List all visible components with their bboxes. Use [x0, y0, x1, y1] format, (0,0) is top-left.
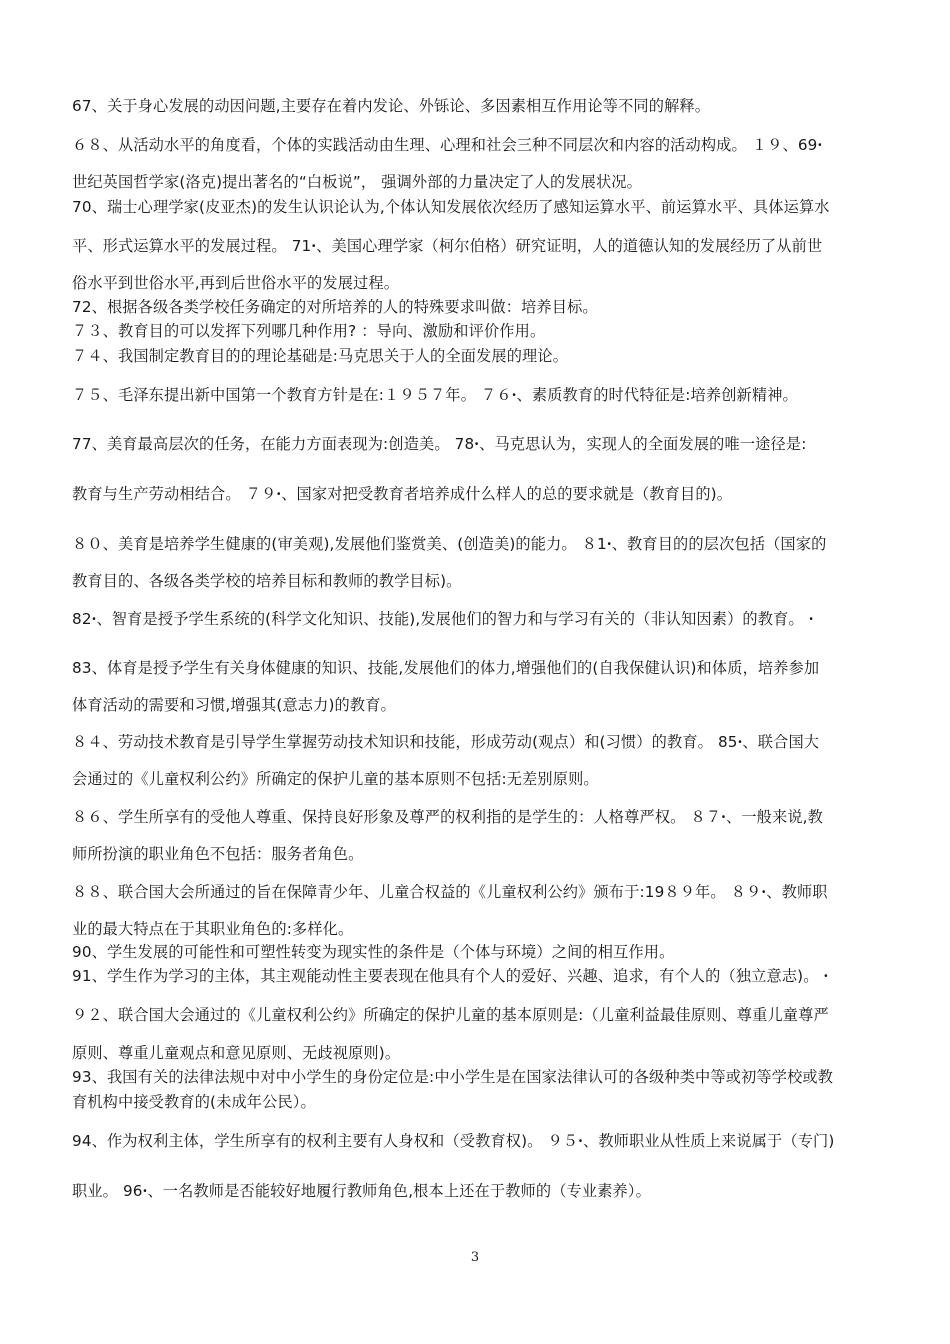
text-line: 93、我国有关的法律法规中对中小学生的身份定位是:中小学生是在国家法律认可的各级种类中等或初等学校或教: [72, 1068, 834, 1086]
text-line: ６８、从活动水平的角度看，个体的实践活动由生理、心理和社会三种不同层次和内容的活动构成。 １９、69ꞏ: [72, 136, 823, 154]
page-number: 3: [470, 1250, 480, 1265]
text-line: 业的最大特点在于其职业角色的:多样化。: [72, 920, 354, 938]
text-line: 教育目的、各级各类学校的培养目标和教师的教学目标)。: [72, 572, 462, 590]
text-line: 67、关于身心发展的动因问题,主要存在着内发论、外铄论、多因素相互作用论等不同的解释。: [72, 97, 711, 115]
text-line: 72、根据各级各类学校任务确定的对所培养的人的特殊要求叫做：培养目标。: [72, 298, 598, 316]
text-line: 91、学生作为学习的主体，其主观能动性主要表现在他具有个人的爱好、兴趣、追求，有个人的（独立意志)。 ꞏ: [72, 967, 829, 985]
text-line: 世纪英国哲学家(洛克)提出著名的“白板说”， 强调外部的力量决定了人的发展状况。: [72, 173, 642, 191]
text-line: ９２、联合国大会通过的《儿童权利公约》所确定的保护儿童的基本原则是:（儿童利益最佳原则、尊重儿童尊严: [72, 1006, 829, 1024]
text-line: 职业。 96ꞏ、一名教师是否能较好地履行教师角色,根本上还在于教师的（专业素养）。: [72, 1182, 651, 1200]
text-line: 俗水平到世俗水平,再到后世俗水平的发展过程。: [72, 274, 400, 292]
text-line: ８６、学生所享有的受他人尊重、保持良好形象及尊严的权利指的是学生的：人格尊严权。 ８７ꞏ、一般来说,教: [72, 808, 823, 826]
text-line: 77、美育最高层次的任务，在能力方面表现为:创造美。 78ꞏ、马克思认为，实现人的全面发展的唯一途径是:: [72, 435, 807, 453]
text-line: 94、作为权利主体，学生所享有的权利主要有人身权和（受教育权)。 ９５ꞏ、教师职业从性质上来说属于（专门): [72, 1132, 835, 1150]
text-line: 教育与生产劳动相结合。 ７９ꞏ、国家对把受教育者培养成什么样人的总的要求就是（教育目的)。: [72, 485, 733, 503]
text-line: 会通过的《儿童权利公约》所确定的保护儿童的基本原则不包括:无差别原则。: [72, 770, 599, 788]
text-line: 体育活动的需要和习惯,增强其(意志力)的教育。: [72, 696, 396, 714]
text-line: 70、瑞士心理学家(皮亚杰)的发生认识论认为,个体认知发展依次经历了感知运算水平、前运算水平、具体运算水: [72, 198, 830, 216]
text-line: ８０、美育是培养学生健康的(审美观),发展他们鉴赏美、(创造美)的能力。 ８1ꞏ、教育目的的层次包括（国家的: [72, 535, 827, 553]
text-line: ７５、毛泽东提出新中国第一个教育方针是在:１９５７年。 ７６ꞏ、素质教育的时代特征是:培养创新精神。: [72, 386, 798, 404]
text-line: 82ꞏ、智育是授予学生系统的(科学文化知识、技能),发展他们的智力和与学习有关的（非认知因素）的教育。 ꞏ: [72, 610, 814, 628]
text-line: ７４、我国制定教育目的的理论基础是:马克思关于人的全面发展的理论。: [72, 347, 569, 365]
text-line: 90、学生发展的可能性和可塑性转变为现实性的条件是（个体与环境）之间的相互作用。: [72, 943, 675, 961]
text-line: 师所扮演的职业角色不包括：服务者角色。: [72, 845, 364, 863]
text-line: ８８、联合国大会所通过的旨在保障青少年、儿童合权益的《儿童权利公约》颁布于:19８９年。 ８９ꞏ、教师职: [72, 883, 828, 901]
text-line: 83、体育是授予学生有关身体健康的知识、技能,发展他们的体力,增强他们的(自我保健认识)和体质，培养参加: [72, 659, 820, 677]
text-line: 原则、尊重儿童观点和意见原则、无歧视原则)。: [72, 1044, 401, 1062]
text-line: ８４、劳动技术教育是引导学生掌握劳动技术知识和技能，形成劳动(观点）和(习惯）的教育。 85ꞏ、联合国大: [72, 733, 820, 751]
text-line: ７３、教育目的可以发挥下列哪几种作用? ：导向、激励和评价作用。: [72, 322, 546, 340]
text-line: 平、形式运算水平的发展过程。 71ꞏ、美国心理学家（柯尔伯格）研究证明，人的道德认知的发展经历了从前世: [72, 237, 823, 255]
text-line: 育机构中接受教育的(未成年公民）。: [72, 1093, 316, 1111]
